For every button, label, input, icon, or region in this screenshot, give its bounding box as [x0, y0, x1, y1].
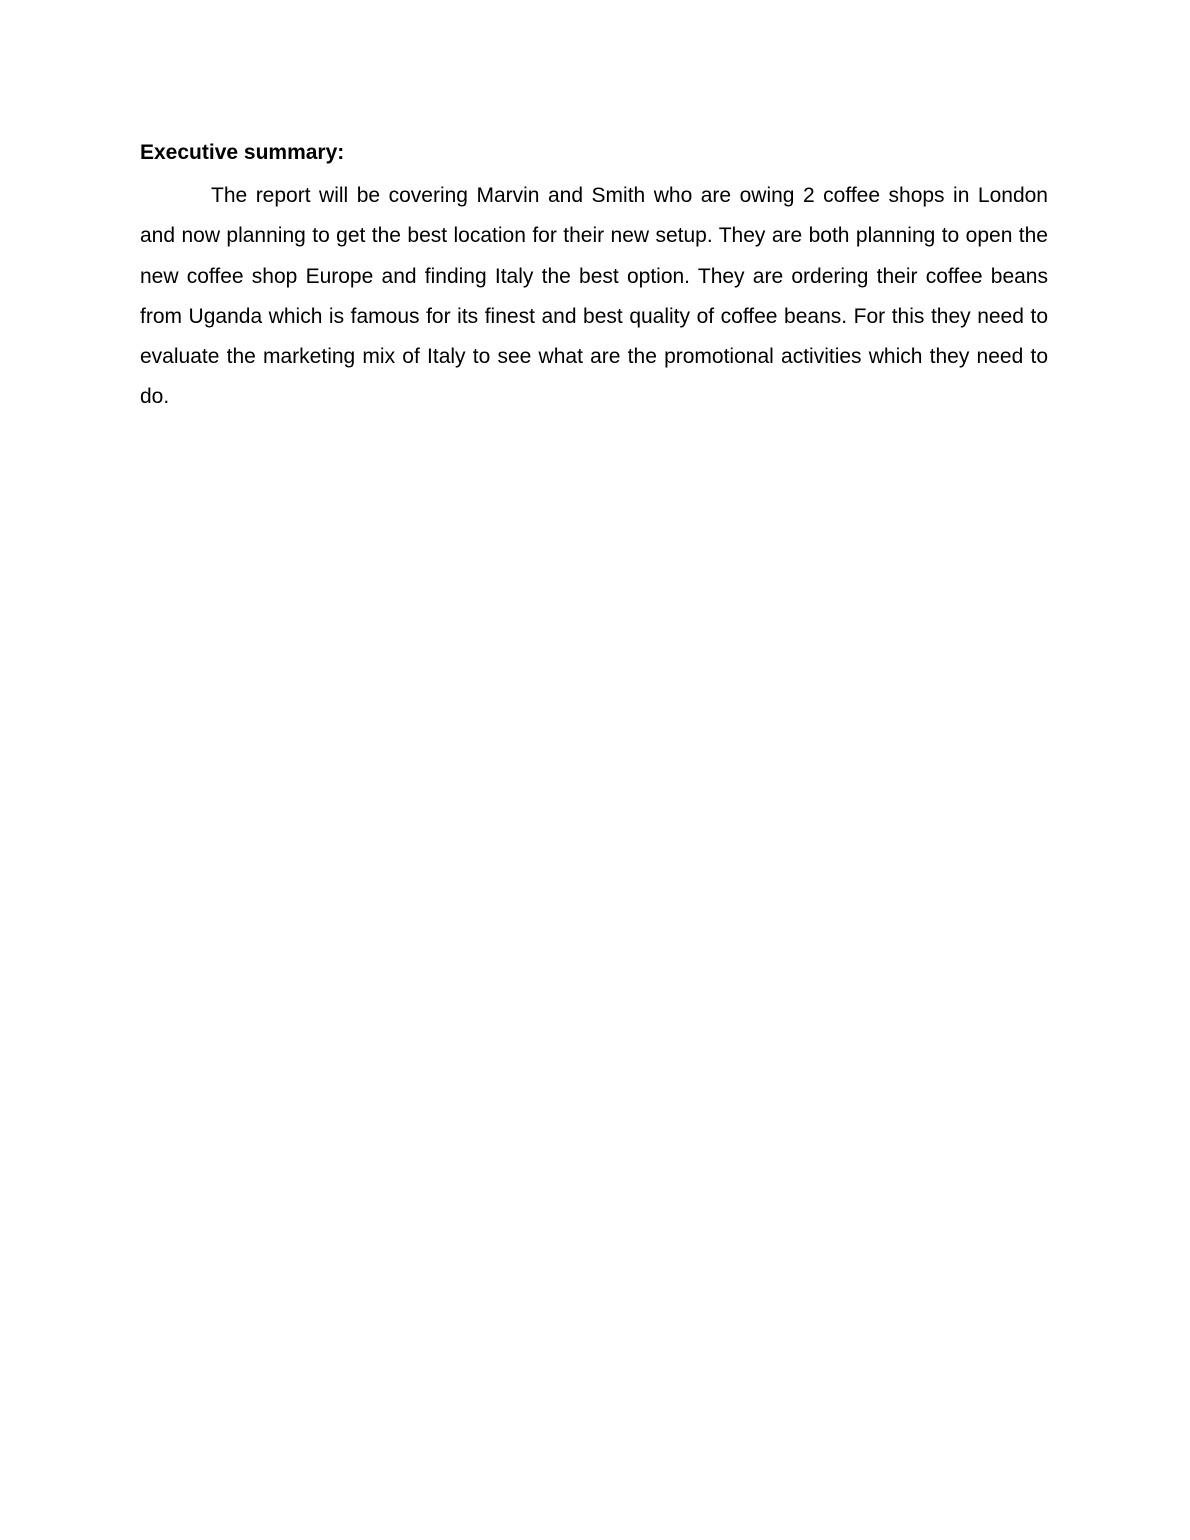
- summary-paragraph: The report will be covering Marvin and Smith who are owing 2 coffee shops in London and now planning to get the best location for their new setup. They are both planning to open the new coffee shop Europe and finding Italy the best option. They are ordering their coffee beans from Uganda which is famous for its finest and best quality of coffee beans. For this they need to evaluate the marketing mix of Italy to see what are the promotional activities which they need to do.: [140, 184, 1048, 409]
- document-body: [140, 136, 1048, 418]
- section-heading: Executive summary:: [140, 141, 345, 164]
